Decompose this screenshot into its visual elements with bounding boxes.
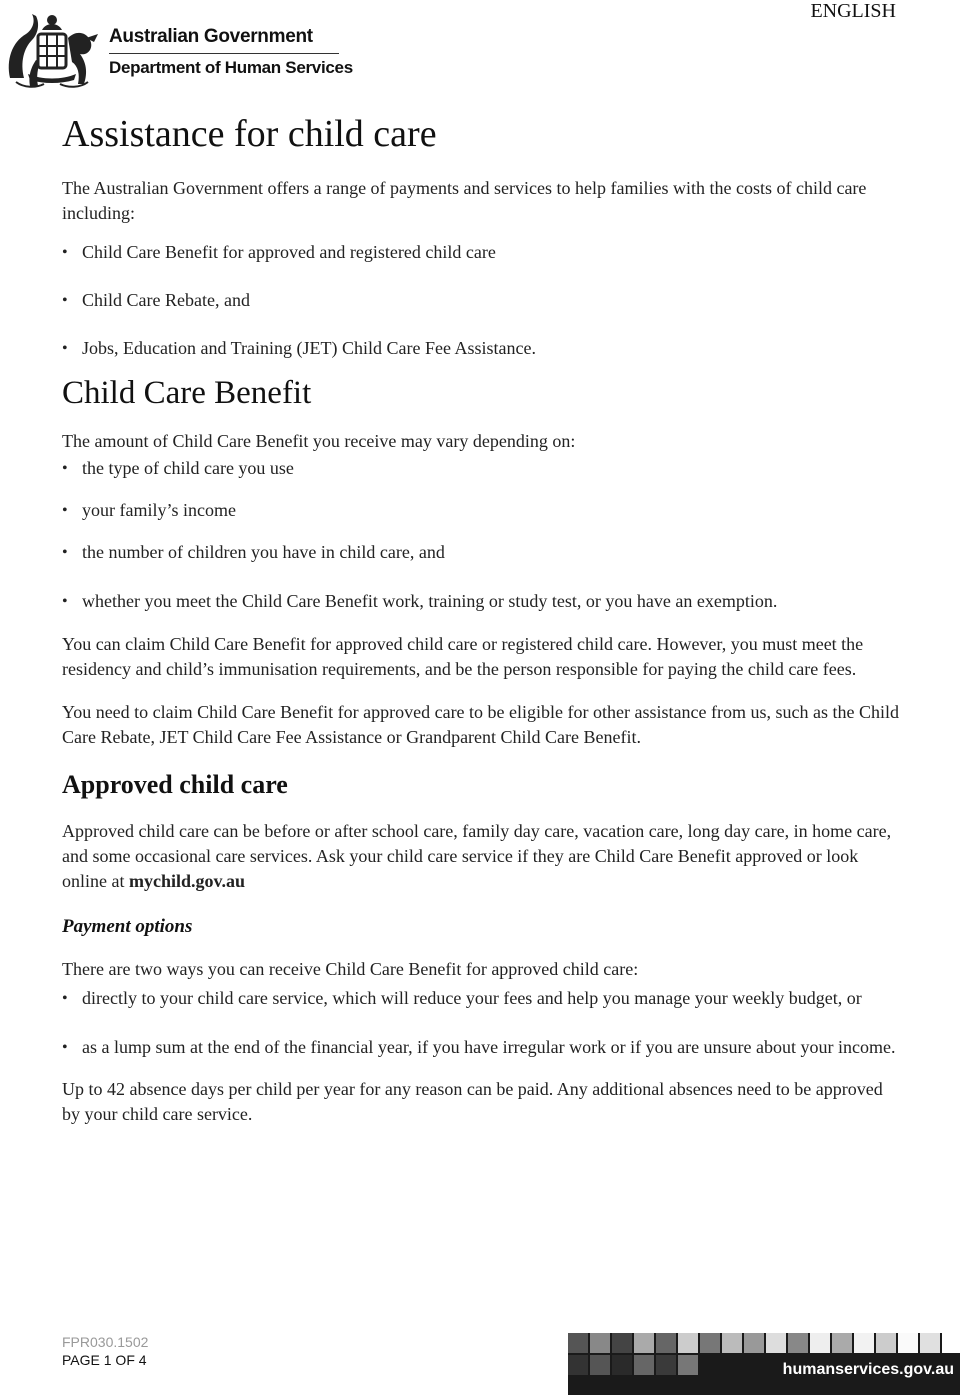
website-url[interactable]: humanservices.gov.au [782,1361,954,1378]
absence-paragraph: Up to 42 absence days per child per year for any reason can be paid. Any additional absences need to be approved by your child care service. [62,1079,883,1124]
document-code: FPR030.1502 [62,1334,149,1350]
ccb-lead: The amount of Child Care Benefit you receive may vary depending on: [62,431,576,451]
document-body [62,110,902,1127]
ccb-paragraph-eligibility: You need to claim Child Care Benefit for approved care to be eligible for other assistance from us, such as the Child Care Rebate, JET Child Care Fee Assistance or Grandparent Child Care Benefit. [62,702,899,747]
ccb-paragraph-claim: You can claim Child Care Benefit for approved child care or registered child care. However, you must meet the residency and child’s immunisation requirements, and be the person responsible for paying the child care fees. [62,634,864,679]
list-item: • Child Care Rebate, and [62,288,902,313]
payment-options-heading: Payment options [62,916,193,937]
payment-list [62,986,902,1060]
ccb-list [62,456,902,614]
list-item: • Jobs, Education and Training (JET) Child Care Fee Assistance. [62,336,902,361]
list-item: • directly to your child care service, which will reduce your fees and help you manage your weekly budget, or [62,986,902,1011]
page-title: Assistance for child care [62,113,437,155]
page-number: PAGE 1 OF 4 [62,1352,147,1368]
intro-list [62,240,902,361]
approved-paragraph [62,819,902,894]
section-heading-child-care-benefit: Child Care Benefit [62,375,312,411]
coat-of-arms-logo [2,8,102,90]
list-item: • your family’s income [62,498,902,523]
government-title: Australian Government [109,26,313,47]
department-name: Department of Human Services [109,58,353,77]
language-label: ENGLISH [810,0,896,22]
list-item: • whether you meet the Child Care Benefit work, training or study test, or you have an exemption. [62,589,902,614]
list-item: • the type of child care you use [62,456,902,481]
list-item: • as a lump sum at the end of the financial year, if you have irregular work or if you are unsure about your income. [62,1035,902,1060]
approved-text: Approved child care can be before or after school care, family day care, vacation care, long day care, in home care, and some occasional care services. Ask your child care service if they are Child Care Benefit approved or look online at [62,821,892,891]
section-heading-approved-child-care: Approved child care [62,770,288,799]
list-item: • Child Care Benefit for approved and registered child care [62,240,902,265]
list-item: • the number of children you have in child care, and [62,540,902,565]
payment-lead: There are two ways you can receive Child Care Benefit for approved child care: [62,959,639,979]
header-divider [109,53,339,54]
intro-paragraph: The Australian Government offers a range of payments and services to help families with the costs of child care including: [62,178,867,223]
mychild-link[interactable]: mychild.gov.au [128,871,246,891]
page-header [0,0,960,95]
